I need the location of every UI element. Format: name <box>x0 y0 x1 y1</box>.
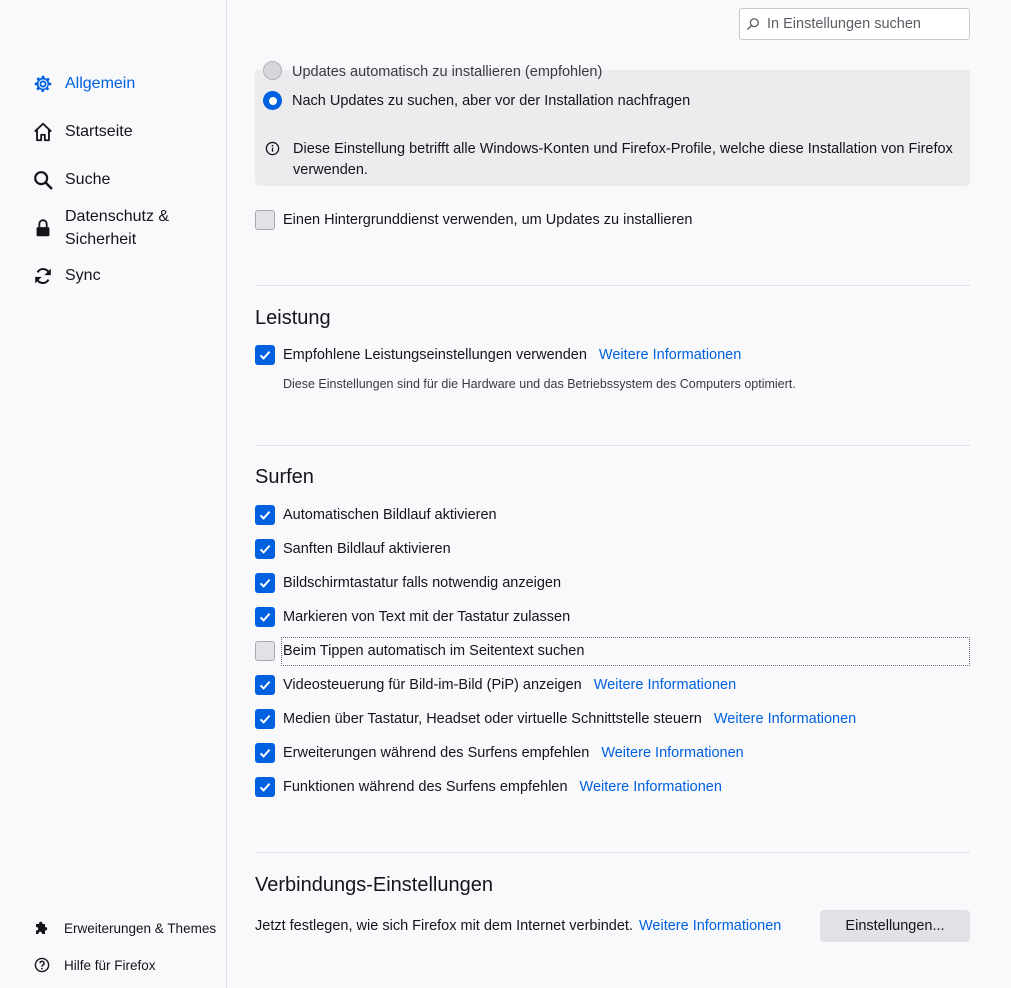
sidebar-item-label-line2: Sicherheit <box>65 231 137 248</box>
checkmark-icon <box>258 508 272 522</box>
browsing-option[interactable] <box>255 573 561 593</box>
checkbox-label: Sanften Bildlauf aktivieren <box>283 541 451 557</box>
sidebar-item-label: Allgemein <box>65 75 136 92</box>
main-content <box>228 0 1011 988</box>
checkbox-recommended-performance[interactable] <box>255 345 741 365</box>
lock-icon <box>31 216 55 240</box>
section-heading-connection: Verbindungs-Einstellungen <box>255 874 493 896</box>
checkbox-checked[interactable] <box>255 573 275 593</box>
browsing-option[interactable] <box>255 777 722 797</box>
browsing-option[interactable] <box>255 607 570 627</box>
checkbox-checked[interactable] <box>255 777 275 797</box>
checkbox-label: Markieren von Text mit der Tastatur zulassen <box>283 609 571 625</box>
search-icon <box>31 168 55 192</box>
learn-more-link[interactable]: Weitere Informationen <box>601 745 744 761</box>
checkbox-checked[interactable] <box>255 709 275 729</box>
sidebar <box>0 0 227 988</box>
gear-icon <box>31 72 55 96</box>
browsing-option[interactable] <box>255 709 856 729</box>
checkbox-label: Automatischen Bildlauf aktivieren <box>283 507 497 523</box>
divider <box>255 852 970 853</box>
checkmark-icon <box>258 348 272 362</box>
radio-auto-install[interactable] <box>263 58 602 80</box>
radio-button[interactable] <box>263 61 282 80</box>
search-input[interactable] <box>767 16 957 32</box>
checkmark-icon <box>258 542 272 556</box>
sidebar-item-home[interactable] <box>31 120 133 144</box>
section-heading-performance: Leistung <box>255 307 331 329</box>
checkmark-icon <box>258 712 272 726</box>
checkmark-icon <box>258 610 272 624</box>
checkbox-checked[interactable] <box>255 539 275 559</box>
browsing-option[interactable] <box>255 675 736 695</box>
checkbox-label: Erweiterungen während des Surfens empfehlen <box>283 745 590 761</box>
learn-more-link[interactable]: Weitere Informationen <box>713 711 857 727</box>
radio-check-ask[interactable] <box>263 91 690 110</box>
update-info-note <box>265 139 955 181</box>
sidebar-item-label: Erweiterungen & Themes <box>64 920 217 936</box>
sidebar-item-general[interactable] <box>31 72 135 96</box>
sidebar-item-label: Suche <box>65 171 111 188</box>
home-icon <box>31 120 55 144</box>
connection-text: Jetzt festlegen, wie sich Firefox mit dem Internet verbindet. <box>255 918 633 934</box>
sidebar-item-label: Hilfe für Firefox <box>64 957 156 973</box>
divider <box>255 445 970 446</box>
checkbox-label: Medien über Tastatur, Headset oder virtuelle Schnittstelle steuern <box>283 711 702 727</box>
puzzle-icon <box>33 919 51 937</box>
search-icon <box>746 16 762 32</box>
checkbox-checked[interactable] <box>255 345 275 365</box>
sidebar-item-help[interactable] <box>33 956 156 974</box>
checkbox-label: Beim Tippen automatisch im Seitentext suchen <box>283 643 585 659</box>
checkbox-checked[interactable] <box>255 675 275 695</box>
sidebar-item-label: Datenschutz & <box>65 208 170 225</box>
help-icon <box>33 956 51 974</box>
info-text: Diese Einstellung betrifft alle Windows-Konten und Firefox-Profile, welche diese Installation von Firefox verwenden. <box>293 141 953 178</box>
browsing-option[interactable] <box>255 641 584 661</box>
settings-search-box[interactable] <box>739 8 970 40</box>
learn-more-link[interactable]: Weitere Informationen <box>579 779 722 795</box>
info-icon <box>265 141 281 157</box>
checkmark-icon <box>258 780 272 794</box>
checkbox-label: Empfohlene Leistungseinstellungen verwenden <box>283 347 587 363</box>
sidebar-item-search[interactable] <box>31 168 110 192</box>
checkbox-checked[interactable] <box>255 505 275 525</box>
checkbox[interactable] <box>255 210 275 230</box>
browsing-option[interactable] <box>255 505 497 525</box>
sidebar-item-label: Sync <box>65 267 101 284</box>
sidebar-item-label: Startseite <box>65 123 133 140</box>
learn-more-link[interactable]: Weitere Informationen <box>638 918 782 934</box>
checkbox-label: Einen Hintergrunddienst verwenden, um Updates zu installieren <box>283 212 693 228</box>
connection-settings-button[interactable]: Einstellungen... <box>820 910 970 942</box>
update-settings-box <box>255 64 970 186</box>
sidebar-item-addons[interactable] <box>33 919 216 937</box>
checkbox-label: Bildschirmtastatur falls notwendig anzeigen <box>283 575 562 591</box>
checkbox-checked[interactable] <box>255 607 275 627</box>
checkbox-checked[interactable] <box>255 743 275 763</box>
connection-description <box>255 918 781 934</box>
browsing-option[interactable] <box>255 539 451 559</box>
sync-icon <box>31 264 55 288</box>
learn-more-link[interactable]: Weitere Informationen <box>598 347 742 363</box>
sidebar-item-privacy[interactable] <box>31 205 169 251</box>
checkbox-label: Funktionen während des Surfens empfehlen <box>283 779 568 795</box>
checkbox-label: Videosteuerung für Bild-im-Bild (PiP) anzeigen <box>283 677 582 693</box>
checkbox[interactable] <box>255 641 275 661</box>
radio-label: Nach Updates zu suchen, aber vor der Installation nachfragen <box>292 92 691 109</box>
radio-label: Updates automatisch zu installieren (empfohlen) <box>292 64 603 80</box>
performance-note: Diese Einstellungen sind für die Hardware und das Betriebssystem des Computers optimiert. <box>283 377 796 391</box>
browsing-option[interactable] <box>255 743 744 763</box>
checkbox-background-service[interactable] <box>255 210 692 230</box>
sidebar-item-sync[interactable] <box>31 264 101 288</box>
learn-more-link[interactable]: Weitere Informationen <box>593 677 737 693</box>
radio-button-selected[interactable] <box>263 91 282 110</box>
checkmark-icon <box>258 576 272 590</box>
section-heading-browsing: Surfen <box>255 466 314 488</box>
checkmark-icon <box>258 746 272 760</box>
checkmark-icon <box>258 678 272 692</box>
divider <box>255 285 970 286</box>
